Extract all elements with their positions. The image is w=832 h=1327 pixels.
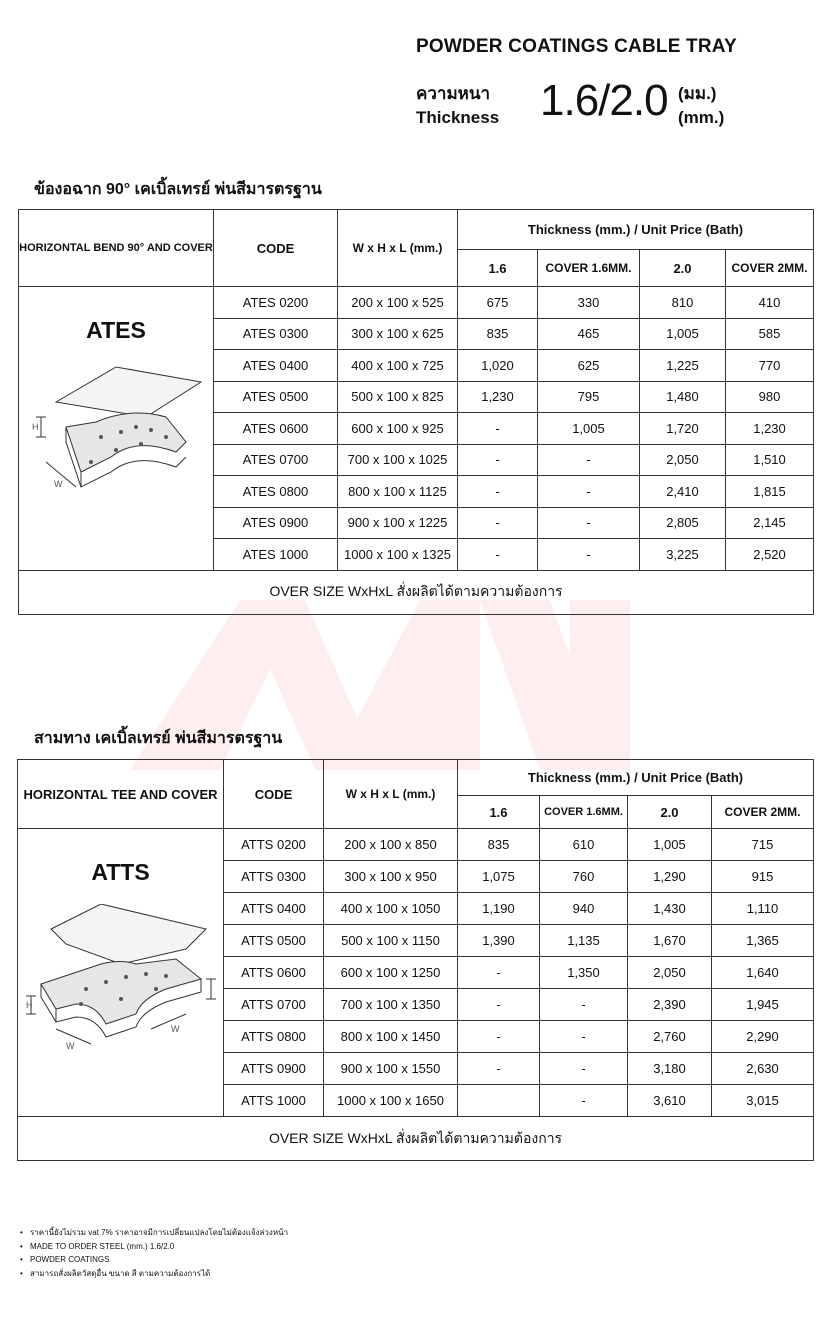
row-code: ATTS 0400 bbox=[224, 893, 324, 925]
row-price-cover-1-6: 1,005 bbox=[538, 413, 640, 445]
row-price-cover-2: 1,945 bbox=[712, 989, 814, 1021]
bend-product-cell bbox=[19, 287, 214, 571]
bend-table-body bbox=[19, 287, 814, 615]
row-code: ATTS 0200 bbox=[224, 829, 324, 861]
row-code: ATTS 0600 bbox=[224, 957, 324, 989]
col-header-2-0: 2.0 bbox=[628, 796, 712, 829]
row-code: ATTS 0900 bbox=[224, 1053, 324, 1085]
svg-text:H: H bbox=[25, 1000, 32, 1010]
row-price-1-6: - bbox=[458, 507, 538, 539]
footnote-item bbox=[20, 1240, 288, 1254]
row-price-cover-1-6: 760 bbox=[540, 861, 628, 893]
tee-product-cell bbox=[18, 829, 224, 1117]
row-dimension: 200 x 100 x 850 bbox=[324, 829, 458, 861]
row-dimension: 700 x 100 x 1350 bbox=[324, 989, 458, 1021]
row-price-cover-1-6: - bbox=[538, 476, 640, 508]
row-price-1-6: - bbox=[458, 1021, 540, 1053]
row-dimension: 300 x 100 x 625 bbox=[338, 318, 458, 350]
unit-thai: (มม.) bbox=[678, 84, 717, 103]
row-price-cover-1-6: 940 bbox=[540, 893, 628, 925]
section2-title: สามทาง เคเบิ้ลเทรย์ พ่นสีมารตรฐาน bbox=[34, 730, 283, 747]
row-price-cover-2: 980 bbox=[726, 381, 814, 413]
row-price-2-0: 2,390 bbox=[628, 989, 712, 1021]
row-price-1-6: 1,390 bbox=[458, 925, 540, 957]
row-price-cover-1-6: 610 bbox=[540, 829, 628, 861]
row-price-1-6: 1,020 bbox=[458, 350, 538, 382]
row-code: ATTS 0500 bbox=[224, 925, 324, 957]
row-price-2-0: 1,005 bbox=[640, 318, 726, 350]
row-price-1-6: - bbox=[458, 989, 540, 1021]
row-price-1-6: 675 bbox=[458, 287, 538, 319]
row-price-cover-2: 2,630 bbox=[712, 1053, 814, 1085]
row-price-2-0: 1,720 bbox=[640, 413, 726, 445]
price-group-header: Thickness (mm.) / Unit Price (Bath) bbox=[458, 210, 814, 250]
row-price-2-0: 1,225 bbox=[640, 350, 726, 382]
bullet-icon: • bbox=[20, 1228, 23, 1237]
horizontal-bend-tray-drawing bbox=[26, 362, 206, 502]
product-column-header: HORIZONTAL BEND 90° AND COVER bbox=[19, 210, 214, 287]
row-dimension: 300 x 100 x 950 bbox=[324, 861, 458, 893]
row-code: ATTS 1000 bbox=[224, 1085, 324, 1117]
row-price-2-0: 1,670 bbox=[628, 925, 712, 957]
col-header-1-6: 1.6 bbox=[458, 250, 538, 287]
row-price-2-0: 3,180 bbox=[628, 1053, 712, 1085]
row-dimension: 200 x 100 x 525 bbox=[338, 287, 458, 319]
dimension-column-header: W x H x L (mm.) bbox=[324, 760, 458, 829]
row-price-cover-1-6: 330 bbox=[538, 287, 640, 319]
row-code: ATES 1000 bbox=[214, 539, 338, 571]
row-price-cover-1-6: 1,350 bbox=[540, 957, 628, 989]
row-dimension: 600 x 100 x 1250 bbox=[324, 957, 458, 989]
row-code: ATES 0800 bbox=[214, 476, 338, 508]
row-price-cover-2: 1,815 bbox=[726, 476, 814, 508]
row-price-cover-2: 2,145 bbox=[726, 507, 814, 539]
row-price-cover-1-6: - bbox=[538, 539, 640, 571]
row-code: ATTS 0300 bbox=[224, 861, 324, 893]
product-column-header: HORIZONTAL TEE AND COVER bbox=[18, 760, 224, 829]
thickness-label-thai: ความหนา bbox=[416, 84, 491, 103]
row-price-cover-1-6: 625 bbox=[538, 350, 640, 382]
row-price-cover-1-6: - bbox=[538, 444, 640, 476]
row-price-2-0: 2,760 bbox=[628, 1021, 712, 1053]
row-price-cover-2: 3,015 bbox=[712, 1085, 814, 1117]
section1-title: ข้องอฉาก 90° เคเบิ้ลเทรย์ พ่นสีมารตรฐาน bbox=[34, 181, 322, 198]
row-price-2-0: 2,050 bbox=[640, 444, 726, 476]
row-price-2-0: 2,805 bbox=[640, 507, 726, 539]
product-code-atts: ATTS bbox=[91, 859, 150, 885]
horizontal-tee-tray-drawing bbox=[26, 904, 216, 1054]
row-price-cover-2: 585 bbox=[726, 318, 814, 350]
row-code: ATES 0300 bbox=[214, 318, 338, 350]
row-price-cover-2: 1,110 bbox=[712, 893, 814, 925]
row-price-2-0: 2,410 bbox=[640, 476, 726, 508]
col-header-2-0: 2.0 bbox=[640, 250, 726, 287]
svg-text:W: W bbox=[54, 479, 63, 489]
col-header-1-6: 1.6 bbox=[458, 796, 540, 829]
footnote-item bbox=[20, 1267, 288, 1281]
row-dimension: 1000 x 100 x 1325 bbox=[338, 539, 458, 571]
oversize-note: OVER SIZE WxHxL สั่งผลิตได้ตามความต้องการ bbox=[18, 1117, 814, 1161]
row-price-1-6: - bbox=[458, 476, 538, 508]
footnotes bbox=[20, 1226, 288, 1280]
col-header-cover-1-6: COVER 1.6MM. bbox=[540, 796, 628, 829]
row-price-2-0: 3,225 bbox=[640, 539, 726, 571]
tee-price-table bbox=[17, 759, 814, 1161]
row-price-2-0: 810 bbox=[640, 287, 726, 319]
row-code: ATES 0900 bbox=[214, 507, 338, 539]
svg-text:H: H bbox=[32, 422, 39, 432]
table-row bbox=[18, 829, 814, 861]
row-price-cover-2: 715 bbox=[712, 829, 814, 861]
footnote-text: ราคานี้ยังไม่รวม vat 7% ราคาอาจมีการเปลี่ยนแปลงโดยไม่ต้องแจ้งล่วงหน้า bbox=[30, 1228, 289, 1237]
row-dimension: 500 x 100 x 1150 bbox=[324, 925, 458, 957]
row-price-cover-1-6: - bbox=[538, 507, 640, 539]
thickness-label-english: Thickness bbox=[416, 108, 500, 127]
row-dimension: 400 x 100 x 1050 bbox=[324, 893, 458, 925]
tee-table-body bbox=[18, 829, 814, 1161]
col-header-cover-1-6: COVER 1.6MM. bbox=[538, 250, 640, 287]
row-price-cover-2: 1,640 bbox=[712, 957, 814, 989]
row-price-cover-1-6: 1,135 bbox=[540, 925, 628, 957]
row-dimension: 900 x 100 x 1550 bbox=[324, 1053, 458, 1085]
row-price-cover-1-6: - bbox=[540, 1053, 628, 1085]
row-code: ATES 0400 bbox=[214, 350, 338, 382]
row-price-cover-1-6: - bbox=[540, 1085, 628, 1117]
row-price-cover-2: 2,520 bbox=[726, 539, 814, 571]
row-price-2-0: 1,290 bbox=[628, 861, 712, 893]
bullet-icon: • bbox=[20, 1241, 23, 1251]
row-dimension: 700 x 100 x 1025 bbox=[338, 444, 458, 476]
row-price-cover-2: 410 bbox=[726, 287, 814, 319]
unit-english: (mm.) bbox=[678, 108, 725, 127]
footnote-text: MADE TO ORDER STEEL (mm.) 1.6/2.0 bbox=[30, 1241, 175, 1251]
row-price-cover-1-6: 795 bbox=[538, 381, 640, 413]
row-code: ATES 0600 bbox=[214, 413, 338, 445]
row-price-1-6: - bbox=[458, 539, 538, 571]
row-dimension: 800 x 100 x 1450 bbox=[324, 1021, 458, 1053]
row-price-2-0: 1,005 bbox=[628, 829, 712, 861]
footnote-text: สามารถสั่งผลิตวัสดุอื่น ขนาด สี ตามความต้องการได้ bbox=[30, 1268, 211, 1278]
row-price-cover-2: 915 bbox=[712, 861, 814, 893]
dimension-column-header: W x H x L (mm.) bbox=[338, 210, 458, 287]
row-price-2-0: 3,610 bbox=[628, 1085, 712, 1117]
row-price-cover-2: 770 bbox=[726, 350, 814, 382]
row-price-1-6 bbox=[458, 1085, 540, 1117]
row-price-cover-2: 2,290 bbox=[712, 1021, 814, 1053]
product-code-ates: ATES bbox=[86, 317, 146, 343]
row-price-2-0: 2,050 bbox=[628, 957, 712, 989]
row-dimension: 500 x 100 x 825 bbox=[338, 381, 458, 413]
col-header-cover-2: COVER 2MM. bbox=[726, 250, 814, 287]
row-code: ATTS 0700 bbox=[224, 989, 324, 1021]
row-price-1-6: 835 bbox=[458, 829, 540, 861]
row-price-cover-1-6: 465 bbox=[538, 318, 640, 350]
row-price-cover-1-6: - bbox=[540, 1021, 628, 1053]
row-price-1-6: - bbox=[458, 1053, 540, 1085]
row-code: ATTS 0800 bbox=[224, 1021, 324, 1053]
row-price-cover-1-6: - bbox=[540, 989, 628, 1021]
row-price-1-6: 1,190 bbox=[458, 893, 540, 925]
row-dimension: 800 x 100 x 1125 bbox=[338, 476, 458, 508]
row-price-2-0: 1,430 bbox=[628, 893, 712, 925]
oversize-note: OVER SIZE WxHxL สั่งผลิตได้ตามความต้องการ bbox=[19, 570, 814, 614]
code-column-header: CODE bbox=[214, 210, 338, 287]
table-row bbox=[19, 287, 814, 319]
row-dimension: 1000 x 100 x 1650 bbox=[324, 1085, 458, 1117]
col-header-cover-2: COVER 2MM. bbox=[712, 796, 814, 829]
row-price-cover-2: 1,230 bbox=[726, 413, 814, 445]
footnote-item bbox=[20, 1253, 288, 1267]
row-code: ATES 0200 bbox=[214, 287, 338, 319]
bend-price-table bbox=[18, 209, 814, 615]
svg-text:W: W bbox=[65, 1041, 74, 1051]
row-price-cover-2: 1,365 bbox=[712, 925, 814, 957]
row-price-1-6: - bbox=[458, 957, 540, 989]
row-dimension: 900 x 100 x 1225 bbox=[338, 507, 458, 539]
row-price-1-6: 1,075 bbox=[458, 861, 540, 893]
row-dimension: 600 x 100 x 925 bbox=[338, 413, 458, 445]
price-group-header: Thickness (mm.) / Unit Price (Bath) bbox=[458, 760, 814, 796]
row-code: ATES 0500 bbox=[214, 381, 338, 413]
row-price-cover-2: 1,510 bbox=[726, 444, 814, 476]
row-price-2-0: 1,480 bbox=[640, 381, 726, 413]
row-price-1-6: 1,230 bbox=[458, 381, 538, 413]
row-dimension: 400 x 100 x 725 bbox=[338, 350, 458, 382]
row-code: ATES 0700 bbox=[214, 444, 338, 476]
footnote-text: POWDER COATINGS bbox=[30, 1255, 110, 1264]
thickness-value: 1.6/2.0 bbox=[540, 76, 668, 125]
row-price-1-6: 835 bbox=[458, 318, 538, 350]
page-title: POWDER COATINGS CABLE TRAY bbox=[416, 36, 737, 57]
footnote-item bbox=[20, 1226, 288, 1240]
row-price-1-6: - bbox=[458, 413, 538, 445]
bullet-icon: • bbox=[20, 1268, 23, 1278]
code-column-header: CODE bbox=[224, 760, 324, 829]
svg-text:W: W bbox=[170, 1024, 179, 1034]
row-price-1-6: - bbox=[458, 444, 538, 476]
bullet-icon: • bbox=[20, 1255, 23, 1264]
